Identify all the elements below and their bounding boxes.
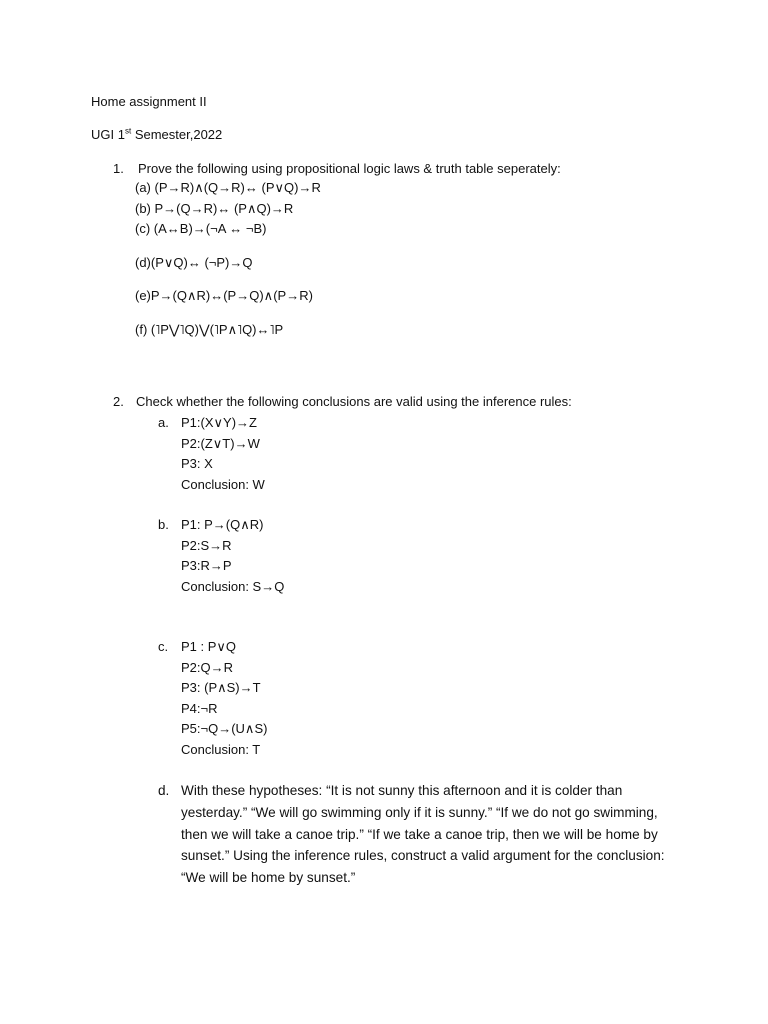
question-1-item-d: (d)(P∨Q)↔ (¬P)→Q [135,254,253,270]
question-2b-line: P3:R→P [181,558,232,573]
question-2c-line: P1 : P∨Q [181,639,237,654]
subtitle-prefix: UGI 1 [91,127,125,142]
question-2b-premises [181,515,284,597]
question-2c-letter: c. [158,639,169,654]
question-2d-letter: d. [158,783,170,798]
question-2b-conclusion: Conclusion: S→Q [181,578,285,594]
page-subtitle [91,125,222,146]
subtitle-superscript: st [124,126,132,136]
question-1-item-f: (f) (˥P⋁˥Q)⋁(˥P∧˥Q)↔˥P [135,321,284,337]
question-1-item-a: (a) (P→R)∧(Q→R)↔ (P∨Q)→R [135,180,321,195]
question-2c-line: P4:¬R [181,700,218,716]
question-2a-letter: a. [158,415,169,430]
question-2c-line: P2:Q→R [181,659,234,675]
question-1-number: 1. [113,161,124,176]
question-2c-line: P3: (P∧S)→T [181,680,261,695]
question-2d-text: With these hypotheses: “It is not sunny this afternoon and it is colder than yesterday.” “We will go swimming only if it is sunny.” “If we do not go swimming, then we will take a canoe trip.” “If we take a canoe trip, then we will be home by sunset.” Using the inference rules, construct a valid argument for the conclusion: “We will be home by sunset.” [181,783,665,886]
question-1-item-b: (b) P→(Q→R)↔ (P∧Q)→R [135,200,294,216]
question-2a-line: P1:(X∨Y)→Z [181,415,257,430]
question-1-items [135,178,321,340]
question-2c-line: P5:¬Q→(U∧S) [181,721,268,736]
question-2b-letter: b. [158,517,169,532]
question-2a-line: P2:(Z∨T)→W [181,435,260,451]
question-2a-line: P3: X [181,456,213,471]
question-2b-line: P1: P→(Q∧R) [181,517,264,532]
question-2-text: Check whether the following conclusions are valid using the inference rules: [136,394,572,409]
question-2-number: 2. [113,394,124,409]
subtitle-suffix: Semester,2022 [131,127,223,142]
page-title: Home assignment II [91,94,207,109]
question-2a-conclusion: Conclusion: W [181,476,265,492]
question-2c-premises [181,637,267,760]
question-1-text: Prove the following using propositional logic laws & truth table seperately: [138,161,561,176]
question-2b-line: P2:S→R [181,537,232,553]
question-1-item-e: (e)P→(Q∧R)↔(P→Q)∧(P→R) [135,288,313,303]
question-2a-premises [181,413,265,495]
question-2c-conclusion: Conclusion: T [181,741,261,757]
question-1-item-c: (c) (A↔B)→(¬A ↔ ¬B) [135,221,267,236]
